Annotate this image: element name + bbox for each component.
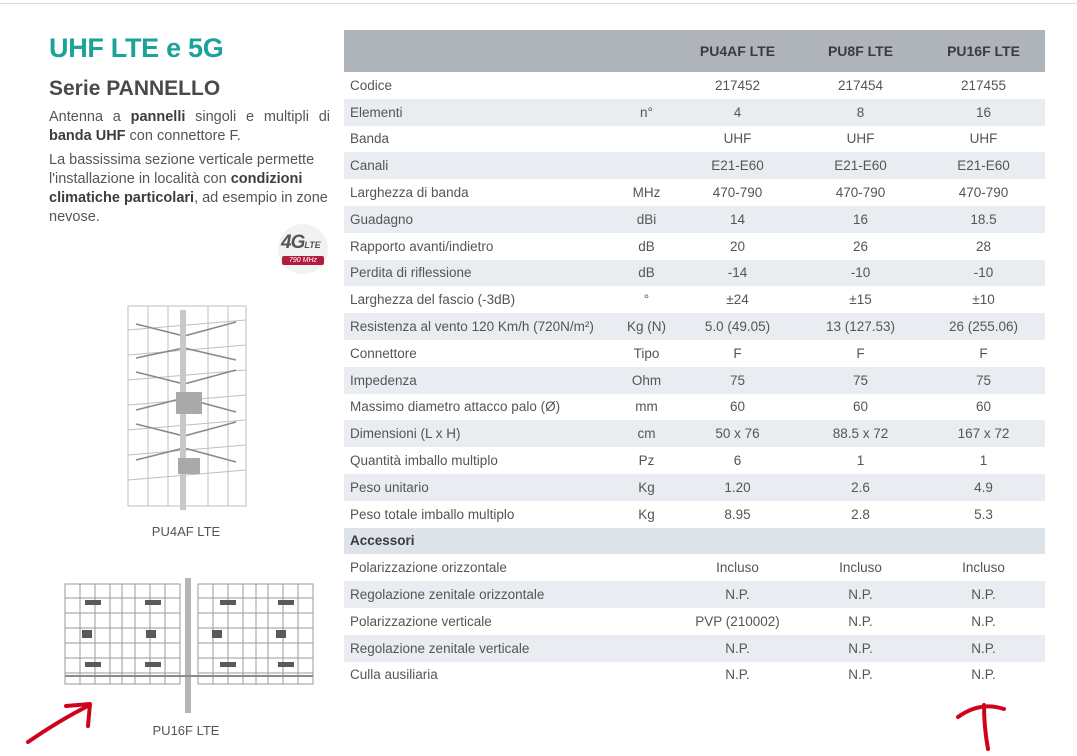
spec-value: 2.6: [799, 474, 922, 501]
spec-value: 6: [733, 453, 742, 469]
table-row: [344, 554, 1045, 581]
spec-value: 8: [799, 99, 922, 126]
spec-value: 88.5 x 72: [799, 420, 922, 447]
table-row: [344, 72, 1045, 99]
spec-value: -14: [676, 260, 799, 287]
spec-unit: dB: [617, 260, 676, 287]
table-row: [344, 581, 1045, 608]
accessory-value: PVP (210002): [695, 613, 780, 629]
accessory-value: N.P.: [676, 581, 799, 608]
spec-value: 26: [852, 238, 869, 254]
spec-name: Guadagno: [344, 206, 617, 233]
header-model-pu4af: PU4AF LTE: [676, 30, 799, 72]
spec-value: F: [979, 345, 988, 361]
spec-unit: mm: [635, 399, 658, 415]
pu4af-caption: PU4AF LTE: [151, 524, 221, 539]
spec-name: Massimo diametro attacco palo (Ø): [350, 399, 561, 415]
spec-name: Canali: [344, 152, 617, 179]
spec-value: 14: [676, 206, 799, 233]
spec-value: 28: [975, 238, 992, 254]
spec-name: Larghezza del fascio (-3dB): [350, 292, 516, 308]
spec-value: 470-790: [712, 185, 763, 201]
table-row: [344, 447, 1045, 474]
table-row: [344, 608, 1045, 635]
series-subtitle: Serie PANNELLO: [49, 77, 221, 100]
spec-value: E21-E60: [676, 152, 799, 179]
accessory-unit: [617, 662, 676, 689]
table-row: [344, 99, 1045, 126]
accessory-name: Regolazione zenitale orizzontale: [344, 581, 617, 608]
spec-value: 1.20: [676, 474, 799, 501]
spec-value: 16: [922, 99, 1045, 126]
spec-value: 75: [676, 367, 799, 394]
accessories-heading: Accessori: [344, 528, 1045, 555]
accessory-value: N.P.: [848, 613, 873, 629]
pu4af-antenna-image: [118, 300, 248, 515]
spec-unit: Tipo: [633, 345, 660, 361]
table-row: [344, 340, 1045, 367]
spec-value: UHF: [723, 131, 752, 147]
spec-value: 75: [922, 367, 1045, 394]
header-unit: [617, 30, 676, 72]
accessory-unit: [617, 581, 676, 608]
spec-name: Rapporto avanti/indietro: [350, 238, 494, 254]
table-row: [344, 635, 1045, 662]
spec-value: 60: [975, 399, 992, 415]
table-row: [344, 662, 1045, 689]
spec-value: ±10: [972, 292, 995, 308]
top-divider: [0, 3, 1077, 4]
spec-unit: cm: [617, 420, 676, 447]
accessory-name: Regolazione zenitale verticale: [344, 635, 617, 662]
spec-value: 2.8: [851, 506, 870, 522]
spec-value: -10: [922, 260, 1045, 287]
header-spec-name: [344, 30, 617, 72]
spec-name: Impedenza: [344, 367, 617, 394]
spec-unit: Kg: [638, 506, 655, 522]
annotation-arrow-left-icon: [22, 696, 102, 748]
accessory-value: N.P.: [971, 613, 996, 629]
spec-unit: dBi: [617, 206, 676, 233]
accessory-unit: [617, 635, 676, 662]
accessory-value: N.P.: [848, 667, 873, 683]
spec-value: 4.9: [922, 474, 1045, 501]
spec-name: Peso unitario: [344, 474, 617, 501]
spec-unit: dB: [638, 238, 655, 254]
spec-value: ±24: [726, 292, 749, 308]
accessory-value: Incluso: [839, 560, 882, 576]
spec-value: 20: [729, 238, 746, 254]
page-title: UHF LTE e 5G: [49, 33, 224, 63]
spec-value: 4: [676, 99, 799, 126]
spec-name: Quantità imballo multiplo: [350, 453, 498, 469]
spec-name: Elementi: [344, 99, 617, 126]
spec-name: Larghezza di banda: [350, 185, 469, 201]
spec-name: Perdita di riflessione: [344, 260, 617, 287]
accessory-value: Incluso: [962, 560, 1005, 576]
spec-value: 50 x 76: [676, 420, 799, 447]
spec-value: 217452: [714, 77, 761, 93]
table-header-row: [344, 30, 1045, 72]
table-row: [344, 233, 1045, 260]
spec-unit: [617, 152, 676, 179]
accessory-value: N.P.: [799, 581, 922, 608]
spec-unit: Kg (N): [617, 313, 676, 340]
spec-name: Dimensioni (L x H): [344, 420, 617, 447]
spec-value: UHF: [969, 131, 998, 147]
pu16f-caption: PU16F LTE: [152, 723, 220, 738]
spec-value: 75: [799, 367, 922, 394]
spec-unit: °: [643, 292, 650, 308]
annotation-arrow-right-icon: [950, 697, 1010, 753]
spec-unit: Kg: [617, 474, 676, 501]
spec-unit: Pz: [638, 453, 655, 469]
spec-value: UHF: [846, 131, 875, 147]
spec-value: 13 (127.53): [799, 313, 922, 340]
spec-value: ±15: [849, 292, 872, 308]
spec-name: Banda: [350, 131, 390, 147]
spec-value: 217455: [960, 77, 1007, 93]
spec-value: F: [856, 345, 865, 361]
accessory-value: N.P.: [725, 667, 750, 683]
table-row: [344, 206, 1045, 233]
accessory-value: N.P.: [971, 667, 996, 683]
accessories-section-row: [344, 528, 1045, 555]
table-row: [344, 394, 1045, 421]
table-row: [344, 286, 1045, 313]
spec-value: 217454: [837, 77, 884, 93]
spec-unit: [617, 72, 676, 99]
spec-value: 8.95: [724, 506, 751, 522]
table-row: [344, 474, 1045, 501]
spec-unit: Ohm: [617, 367, 676, 394]
spec-value: 60: [852, 399, 869, 415]
spec-value: -10: [799, 260, 922, 287]
accessory-value: N.P.: [922, 581, 1045, 608]
spec-name: Codice: [350, 77, 393, 93]
table-row: [344, 313, 1045, 340]
table-row: [344, 179, 1045, 206]
spec-value: 5.0 (49.05): [676, 313, 799, 340]
spec-name: Connettore: [350, 345, 417, 361]
4g-lte-badge-icon: 4GLTE 790 MHz: [278, 224, 328, 274]
spec-value: 60: [729, 399, 746, 415]
header-model-pu16f: PU16F LTE: [922, 30, 1045, 72]
spec-value: 167 x 72: [922, 420, 1045, 447]
accessory-unit: [617, 554, 676, 581]
spec-value: 470-790: [958, 185, 1009, 201]
spec-value: E21-E60: [922, 152, 1045, 179]
specifications-table: [344, 30, 1045, 688]
accessory-name: Culla ausiliaria: [350, 667, 438, 683]
pu16f-antenna-image: [60, 578, 320, 713]
description-paragraph-2: La bassissima sezione verticale permette l'installazione in località con condizioni climatiche particolari, ad esempio in zone nevose.: [49, 152, 328, 225]
table-row: [344, 260, 1045, 287]
spec-value: F: [733, 345, 742, 361]
spec-value: 16: [799, 206, 922, 233]
table-row: [344, 367, 1045, 394]
spec-value: 18.5: [922, 206, 1045, 233]
accessory-name: Polarizzazione orizzontale: [350, 560, 507, 576]
header-model-pu8f: PU8F LTE: [799, 30, 922, 72]
spec-value: 470-790: [835, 185, 886, 201]
spec-unit: [617, 126, 676, 153]
table-row: [344, 420, 1045, 447]
accessory-value: N.P.: [922, 635, 1045, 662]
accessory-value: Incluso: [716, 560, 759, 576]
spec-value: 26 (255.06): [922, 313, 1045, 340]
table-row: [344, 501, 1045, 528]
table-row: [344, 126, 1045, 153]
table-row: [344, 152, 1045, 179]
accessory-value: N.P.: [799, 635, 922, 662]
spec-unit: n°: [617, 99, 676, 126]
spec-unit: MHz: [632, 185, 661, 201]
accessory-value: N.P.: [676, 635, 799, 662]
spec-name: Peso totale imballo multiplo: [350, 506, 515, 522]
accessory-name: Polarizzazione verticale: [350, 613, 492, 629]
spec-value: 1: [979, 453, 988, 469]
accessory-unit: [617, 608, 676, 635]
spec-value: 5.3: [974, 506, 993, 522]
description-paragraph-1: Antenna a pannelli singoli e multipli di banda UHF con connettore F.: [49, 109, 330, 144]
spec-name: Resistenza al vento 120 Km/h (720N/m²): [344, 313, 617, 340]
spec-value: 1: [856, 453, 865, 469]
spec-value: E21-E60: [799, 152, 922, 179]
